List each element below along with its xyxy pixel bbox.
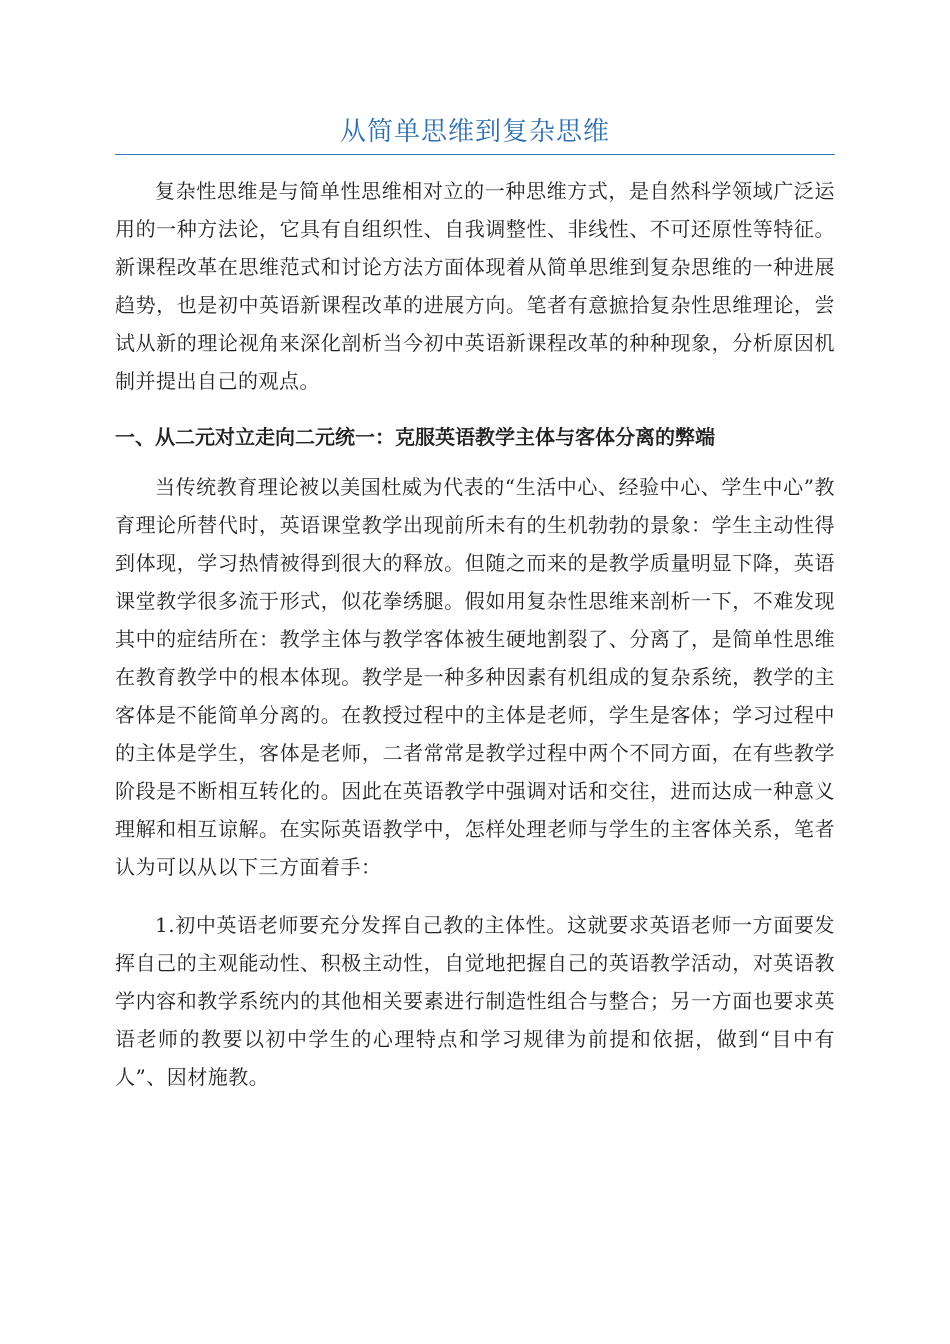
- document-title: 从简单思维到复杂思维: [339, 117, 610, 147]
- title-container: [115, 112, 835, 152]
- section-heading: 一、从二元对立走向二元统一：克服英语教学主体与客体分离的弊端: [115, 425, 715, 449]
- title-underline: [115, 154, 835, 155]
- section-paragraph: 当传统教育理论被以美国杜威为代表的“生活中心、经验中心、学生中心”教育理论所替代时，英语课堂教学出现前所未有的生机勃勃的景象：学生主动性得到体现，学习热情被得到很大的释放。但随之而来的是教学质量明显下降，英语课堂教学很多流于形式，似花拳绣腿。假如用复杂性思维来剖析一下，不难发现其中的症结所在：教学主体与教学客体被生硬地割裂了、分离了，是简单性思维在教育教学中的根本体现。教学是一种多种因素有机组成的复杂系统，教学的主客体是不能简单分离的。在教授过程中的主体是老师，学生是客体；学习过程中的主体是学生，客体是老师，二者常常是教学过程中两个不同方面，在有些教学阶段是不断相互转化的。因此在英语教学中强调对话和交往，进而达成一种意义理解和相互谅解。在实际英语教学中，怎样处理老师与学生的主客体关系，笔者认为可以从以下三方面着手：: [115, 475, 835, 879]
- document-body: [115, 172, 835, 1096]
- intro-paragraph: 复杂性思维是与简单性思维相对立的一种思维方式，是自然科学领域广泛运用的一种方法论，它具有自组织性、自我调整性、非线性、不可还原性等特征。新课程改革在思维范式和讨论方法方面体现着从简单思维到复杂思维的一种进展趋势，也是初中英语新课程改革的进展方向。笔者有意摭拾复杂性思维理论，尝试从新的理论视角来深化剖析当今初中英语新课程改革的种种现象，分析原因机制并提出自己的观点。: [115, 179, 835, 393]
- point-paragraph: 1.初中英语老师要充分发挥自己教的主体性。这就要求英语老师一方面要发挥自己的主观能动性、积极主动性，自觉地把握自己的英语教学活动，对英语教学内容和教学系统内的其他相关要素进行制造性组合与整合；另一方面也要求英语老师的教要以初中学生的心理特点和学习规律为前提和依据，做到“目中有人”、因材施教。: [115, 913, 835, 1089]
- paragraph-spacer: [115, 886, 835, 906]
